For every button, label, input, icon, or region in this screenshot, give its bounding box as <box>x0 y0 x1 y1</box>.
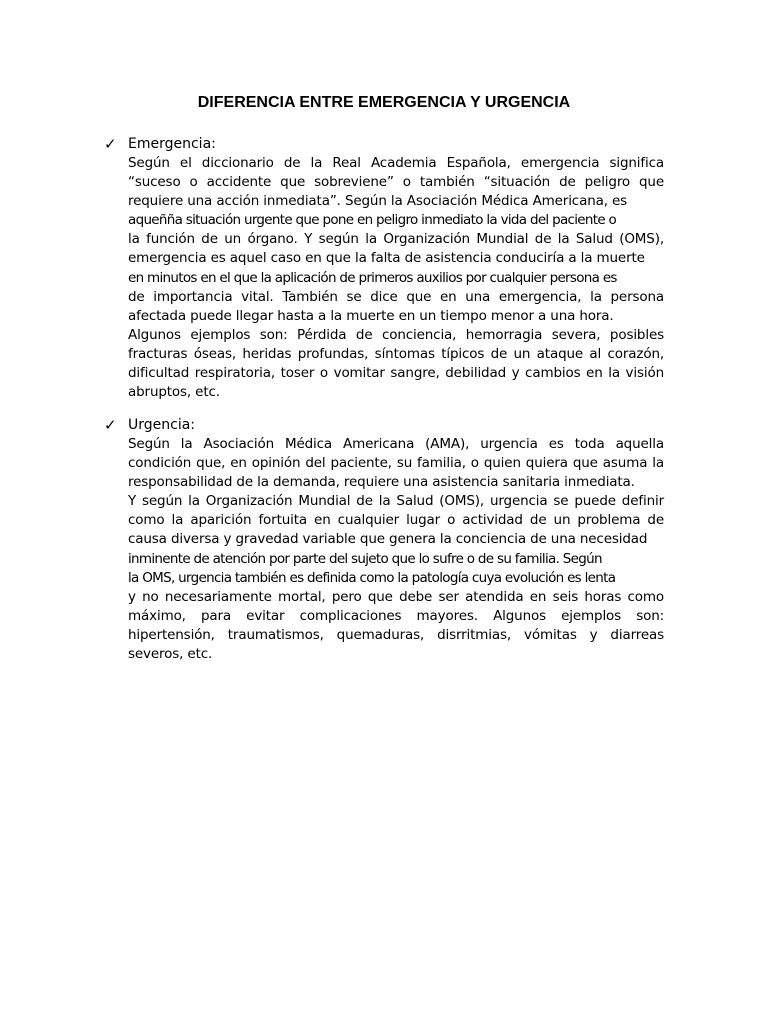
document-title: DIFERENCIA ENTRE EMERGENCIA Y URGENCIA <box>197 94 571 111</box>
section-heading <box>104 415 664 435</box>
paragraph: y no necesariamente mortal, pero que debe ser atendida en seis horas como máximo, para evitar complicaciones mayores. Algunos ejemplos son: hipertensión, traumatismos, quemaduras, disrritmias, vómitas y diarreas severos, etc. <box>128 588 664 663</box>
paragraph: de importancia vital. También se dice que en una emergencia, la persona afectada puede llegar hasta a la muerte en un tiempo menor a una hora. <box>128 288 664 324</box>
section-body <box>128 435 664 664</box>
paragraph: inminente de atención por parte del sujeto que lo sufre o de su familia. Según <box>128 550 602 567</box>
paragraph: la función de un órgano. Y según la Organización Mundial de la Salud (OMS), emergencia es aquel caso en que la falta de asistencia conduciría a la muerte <box>128 231 664 267</box>
paragraph: aqueñña situación urgente que pone en peligro inmediato la vida del paciente o <box>128 212 617 229</box>
paragraph: Según el diccionario de la Real Academia Española, emergencia significa “suceso o accidente que sobreviene” o también “situación de peligro que requiere una acción inmediata”. Según la Asociación Médica Americana, es <box>128 155 664 210</box>
check-icon: ✓ <box>104 135 117 153</box>
section-body <box>128 154 664 402</box>
section-heading-label: Urgencia: <box>128 417 196 433</box>
section-emergencia <box>104 134 664 402</box>
section-heading <box>104 134 664 154</box>
section-urgencia <box>104 415 664 664</box>
paragraph: Según la Asociación Médica Americana (AMA), urgencia es toda aquella condición que, en opinión del paciente, su familia, o quien quiera que asuma la responsabilidad de la demanda, requiere una asistencia sanitaria inmediata. <box>128 436 664 491</box>
paragraph: en minutos en el que la aplicación de primeros auxilios por cualquier persona es <box>128 269 617 286</box>
section-heading-label: Emergencia: <box>128 136 216 152</box>
paragraph: la OMS, urgencia también es definida como la patología cuya evolución es lenta <box>128 569 616 586</box>
paragraph: Y según la Organización Mundial de la Salud (OMS), urgencia se puede definir como la aparición fortuita en cualquier lugar o actividad de un problema de causa diversa y gravedad variable que genera la conciencia de una necesidad <box>128 493 664 548</box>
paragraph: Algunos ejemplos son: Pérdida de conciencia, hemorragia severa, posibles fracturas óseas, heridas profundas, síntomas típicos de un ataque al corazón, dificultad respiratoria, toser o vomitar sangre, debilidad y cambios en la visión abruptos, etc. <box>128 326 664 401</box>
check-icon: ✓ <box>104 416 117 434</box>
